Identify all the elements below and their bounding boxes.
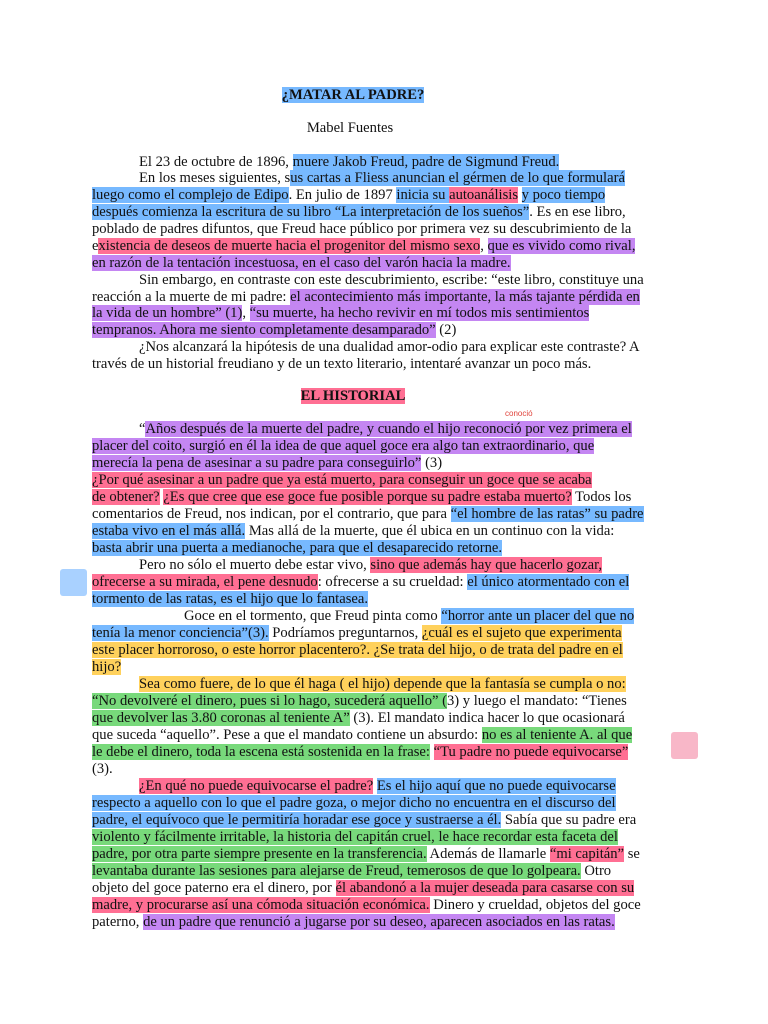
text-line: [139, 339, 640, 356]
text-segment: Sin embargo, en contraste con este descubrimiento, escribe: “este libro, constituye una: [139, 272, 644, 288]
text-line: [92, 710, 625, 727]
text-segment: ,: [480, 238, 488, 254]
text-segment: ¿Nos alcanzará la hipótesis de una dualidad amor-odio para explicar este contraste? A: [139, 339, 640, 355]
highlighted-text: ¿Por qué asesinar a un padre que ya está muerto, para conseguir un goce que se acaba: [92, 472, 592, 488]
highlighted-text: él abandonó a la mujer deseada para casarse con su: [335, 880, 635, 896]
text-line: [92, 846, 640, 863]
text-line: [92, 812, 636, 829]
text-line: [92, 289, 640, 306]
highlighted-text: que devolver las 3.80 coronas al teniente A”: [92, 710, 350, 726]
text-segment: : ofrecerse a su crueldad:: [317, 574, 468, 590]
text-line: [92, 897, 641, 914]
highlighted-text: sino que además hay que hacerlo gozar,: [370, 557, 603, 573]
text-line: [92, 659, 121, 676]
highlighted-text: la vida de un hombre” (1): [92, 305, 243, 321]
text-line: [92, 204, 626, 221]
sticky-note-icon[interactable]: [60, 569, 87, 596]
text-segment: Mas allá de la muerte, que él ubica en un continuo con la vida:: [245, 523, 615, 539]
text-segment: (3). El mandato indica hacer lo que ocasionará: [349, 710, 625, 726]
highlighted-text: Sea como fuere, de lo que él haga ( el hijo) depende que la fantasía se cumpla o no:: [139, 676, 626, 692]
author-name: Mabel Fuentes: [306, 120, 394, 136]
highlighted-text: levantaba durante las sesiones para alejarse de Freud, temerosos de que lo golpeara.: [92, 863, 581, 879]
text-line: [184, 608, 634, 625]
text-segment: poblado de padres difuntos, que Freud hace público por primera vez su descubrimiento de la: [92, 221, 632, 237]
highlighted-text: autoanálisis: [449, 187, 518, 203]
text-line: [92, 625, 622, 642]
text-line: [92, 591, 368, 608]
highlighted-text: luego como el complejo de Edipo: [92, 187, 289, 203]
highlighted-text: xistencia de deseos de muerte hacia el progenitor del mismo sexo: [98, 238, 481, 254]
text-segment: Otro: [580, 863, 612, 879]
text-segment: “: [139, 421, 146, 437]
text-segment: comentarios de Freud, nos indican, por el contrario, que para: [92, 506, 451, 522]
highlighted-text: Años después de la muerte del padre, y cuando el hijo reconoció por vez primera el: [145, 421, 632, 437]
highlighted-text: violento y fácilmente irritable, la historia del capitán cruel, le hace recordar esta faceta del: [92, 829, 618, 845]
text-segment: Dinero y crueldad, objetos del goce: [429, 897, 641, 913]
margin-comment: conoció: [505, 409, 533, 418]
text-line: [92, 574, 629, 591]
highlighted-text: padre, el equívoco que le permitiría horadar ese goce y sustraerse a él.: [92, 812, 502, 828]
text-segment: (2): [435, 322, 457, 338]
highlighted-text: tormento de las ratas, es el hijo que lo fantasea.: [92, 591, 368, 607]
text-segment: Pero no sólo el muerto debe estar vivo,: [139, 557, 371, 573]
text-line: [139, 557, 602, 574]
text-line: [139, 421, 632, 438]
text-segment: (3).: [92, 761, 113, 777]
text-segment: que suceda “aquello”. Pese a que el mandato contiene un absurdo:: [92, 727, 482, 743]
highlighted-text: “No devolveré el dinero, pues si lo hago, sucederá aquello” (: [92, 693, 447, 709]
highlighted-text: placer del coito, surgió en él la idea de que aquel goce era algo tan extraordinario, que: [92, 438, 595, 454]
highlighted-text: ¿cuál es el sujeto que experimenta: [421, 625, 622, 641]
highlighted-text: “su muerte, ha hecho revivir en mí todos mis sentimientos: [249, 305, 590, 321]
highlighted-text: us cartas a Fliess anuncian el gérmen de lo que formulará: [290, 170, 625, 186]
highlighted-text: muere Jakob Freud, padre de Sigmund Freud.: [292, 154, 560, 170]
highlighted-text: respecto a aquello con lo que el padre goza, o mejor dicho no encuentra en el discurso del: [92, 795, 616, 811]
highlighted-text: y poco tiempo: [521, 187, 606, 203]
text-segment: . Es en ese libro,: [529, 204, 626, 220]
text-line: [92, 914, 615, 931]
highlighted-text: ¿En qué no puede equivocarse el padre?: [139, 778, 374, 794]
highlighted-text: madre, y procurarse así una cómoda situación económica.: [92, 897, 430, 913]
highlighted-text: tempranos. Ahora me siento completamente desamparado”: [92, 322, 436, 338]
text-line: [92, 356, 591, 373]
highlighted-text: “Tu padre no puede equivocarse”: [433, 744, 629, 760]
highlighted-text: no es al teniente A. al que: [481, 727, 633, 743]
text-line: [92, 489, 631, 506]
text-line: [92, 305, 589, 322]
text-line: [92, 322, 456, 339]
text-line: [139, 154, 559, 171]
text-line: [92, 238, 635, 255]
highlighted-text: el acontecimiento más importante, la más tajante pérdida en: [290, 289, 640, 305]
text-line: [92, 540, 502, 557]
document-title: ¿MATAR AL PADRE?: [281, 87, 425, 103]
text-line: [92, 880, 634, 897]
text-segment: Goce en el tormento, que Freud pinta como: [184, 608, 442, 624]
highlighted-text: este placer horroroso, o este horror placentero?. ¿Se trata del hijo, o de trata del padre en el: [92, 642, 623, 658]
highlighted-text: estaba vivo en el más allá.: [92, 523, 246, 539]
text-line: [92, 506, 644, 523]
highlighted-text: que es vivido como rival,: [487, 238, 636, 254]
text-segment: 3) y luego el mandato: “Tienes: [446, 693, 627, 709]
highlighted-text: hijo?: [92, 659, 122, 675]
text-segment: reacción a la muerte de mi padre:: [92, 289, 291, 305]
text-segment: En los meses siguientes, s: [139, 170, 291, 186]
text-segment: El 23 de octubre de 1896,: [139, 154, 293, 170]
highlighted-text: basta abrir una puerta a medianoche, para que el desaparecido retorne.: [92, 540, 503, 556]
highlighted-text: “horror ante un placer del que no: [441, 608, 635, 624]
text-segment: se: [624, 846, 640, 862]
highlighted-text: inicia su: [396, 187, 450, 203]
highlighted-text: de un padre que renunció a jugarse por su deseo, aparecen asociados en las ratas.: [143, 914, 615, 930]
text-line: [92, 863, 611, 880]
text-segment: (3): [421, 455, 443, 471]
text-segment: objeto del goce paterno era el dinero, por: [92, 880, 336, 896]
highlighted-text: de obtener?: [92, 489, 160, 505]
highlighted-text: en razón de la tentación incestuosa, en el caso del varón hacia la madre.: [92, 255, 511, 271]
text-line: [92, 187, 605, 204]
highlighted-text: padre, por otra parte siempre presente en la transferencia.: [92, 846, 427, 862]
highlighted-text: “el hombre de las ratas” su padre: [450, 506, 644, 522]
sticky-note-icon[interactable]: [671, 732, 698, 759]
text-segment: ,: [242, 305, 250, 321]
text-segment: Sabía que su padre era: [501, 812, 637, 828]
text-line: [139, 778, 616, 795]
highlighted-text: Es el hijo aquí que no puede equivocarse: [376, 778, 616, 794]
text-line: [92, 727, 632, 744]
text-line: [92, 744, 628, 761]
text-line: [139, 676, 626, 693]
highlighted-text: merecía la pena de asesinar a su padre para conseguirlo”: [92, 455, 422, 471]
section-heading: EL HISTORIAL: [300, 388, 406, 404]
text-segment: través de un historial freudiano y de un texto literario, intentaré avanzar un poco más.: [92, 356, 592, 372]
highlighted-text: le debe el dinero, toda la escena está sostenida en la frase:: [92, 744, 430, 760]
text-line: [92, 472, 592, 489]
highlighted-text: después comienza la escritura de su libro “La interpretación de los sueños”: [92, 204, 530, 220]
text-line: [92, 829, 618, 846]
text-line: [92, 221, 631, 238]
highlighted-text: el único atormentado con el: [467, 574, 630, 590]
text-line: [92, 693, 627, 710]
text-line: [139, 170, 625, 187]
highlighted-text: tenía la menor conciencia”(3).: [92, 625, 269, 641]
text-segment: . En julio de 1897: [288, 187, 397, 203]
text-segment: Podríamos preguntarnos,: [268, 625, 422, 641]
text-line: [92, 523, 614, 540]
text-segment: Además de llamarle: [426, 846, 550, 862]
highlighted-text: “mi capitán”: [549, 846, 625, 862]
text-line: [92, 455, 442, 472]
text-line: [92, 642, 623, 659]
text-line: [92, 255, 511, 272]
text-segment: Todos los: [571, 489, 632, 505]
text-line: [92, 438, 594, 455]
highlighted-text: ofrecerse a su mirada, el pene desnudo: [92, 574, 318, 590]
text-segment: paterno,: [92, 914, 144, 930]
text-line: [92, 761, 113, 778]
highlighted-text: ¿Es que cree que ese goce fue posible porque su padre estaba muerto?: [163, 489, 572, 505]
text-segment: e: [92, 238, 99, 254]
text-line: [92, 795, 616, 812]
text-line: [139, 272, 644, 289]
